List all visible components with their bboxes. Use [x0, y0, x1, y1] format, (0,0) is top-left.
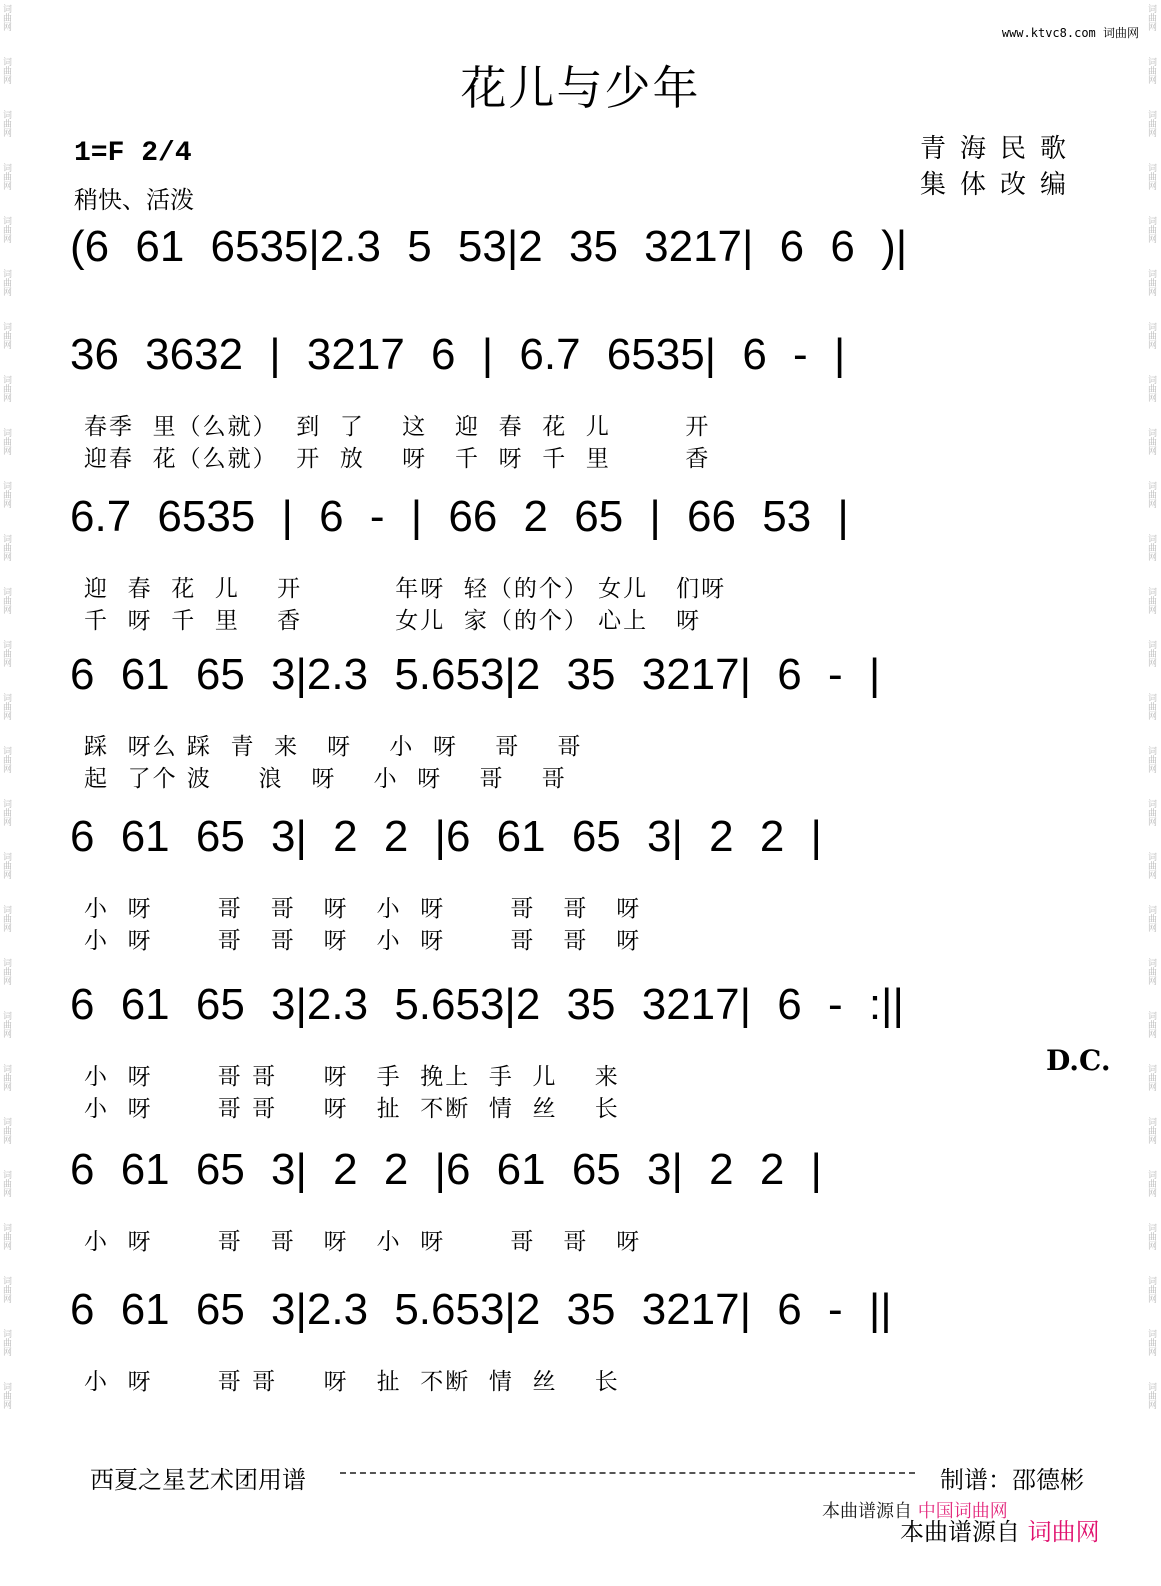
watermark-column-left	[0, 0, 16, 1586]
watermark-text: 词曲网	[1, 746, 11, 773]
source-site-link[interactable]: 词曲网	[1027, 1518, 1100, 1546]
footer-transcriber: 制谱：邵德彬	[940, 1466, 1084, 1494]
watermark-text: 词曲网	[1146, 269, 1156, 296]
watermark-text: 词曲网	[1146, 1170, 1156, 1197]
notation-line: 36 3632 | 3217 6 | 6.7 6535| 6 - |	[70, 330, 846, 379]
watermark-text: 词曲网	[1146, 1276, 1156, 1303]
song-title: 花儿与少年	[460, 61, 701, 115]
watermark-text: 词曲网	[1, 269, 11, 296]
source-ghost-prefix: 本曲谱源自	[822, 1501, 912, 1522]
watermark-text: 词曲网	[1, 4, 11, 31]
watermark-text: 词曲网	[1146, 852, 1156, 879]
watermark-text: 词曲网	[1146, 905, 1156, 932]
watermark-text: 词曲网	[1, 1170, 11, 1197]
watermark-text: 词曲网	[1, 57, 11, 84]
watermark-text: 词曲网	[1, 534, 11, 561]
footer-divider	[340, 1472, 915, 1474]
watermark-text: 词曲网	[1, 1382, 11, 1409]
watermark-text: 词曲网	[1146, 799, 1156, 826]
watermark-text: 词曲网	[1, 852, 11, 879]
source-note	[900, 1512, 1100, 1547]
notation-line: 6.7 6535 | 6 - | 66 2 65 | 66 53 |	[70, 492, 849, 541]
watermark-text: 词曲网	[1146, 1223, 1156, 1250]
watermark-text: 词曲网	[1146, 1064, 1156, 1091]
score-line	[70, 1145, 1110, 1255]
tempo-marking: 稍快、活泼	[74, 186, 194, 214]
lyric-verse-1: 春季 里（么就） 到 了 这 迎 春 花 儿 开	[84, 414, 711, 440]
watermark-text: 词曲网	[1, 1223, 11, 1250]
lyric-verse-1: 踩 呀么 踩 青 来 呀 小 呀 哥 哥	[84, 734, 583, 760]
score-line	[70, 650, 1110, 792]
watermark-text: 词曲网	[1, 428, 11, 455]
watermark-text: 词曲网	[1146, 375, 1156, 402]
watermark-text: 词曲网	[1146, 1117, 1156, 1144]
watermark-column-right	[1145, 0, 1161, 1586]
watermark-text: 词曲网	[1146, 481, 1156, 508]
lyric-verse-1: 小 呀 哥 哥 呀 小 呀 哥 哥 呀	[84, 896, 642, 922]
score-line	[70, 330, 1110, 472]
watermark-text: 词曲网	[1, 799, 11, 826]
watermark-text: 词曲网	[1146, 1329, 1156, 1356]
watermark-text: 词曲网	[1, 640, 11, 667]
notation-line: 6 61 65 3| 2 2 |6 61 65 3| 2 2 |	[70, 1145, 822, 1194]
footer-troupe: 西夏之星艺术团用谱	[90, 1466, 306, 1494]
watermark-text: 词曲网	[1146, 958, 1156, 985]
lyric-verse-1: 小 呀 哥 哥 呀 小 呀 哥 哥 呀	[84, 1229, 642, 1255]
lyric-verse-2: 小 呀 哥 哥 呀 小 呀 哥 哥 呀	[84, 928, 642, 954]
watermark-text: 词曲网	[1146, 746, 1156, 773]
origin-credit: 青海民歌	[920, 134, 1081, 164]
score-line	[70, 492, 1110, 634]
watermark-text: 词曲网	[1, 375, 11, 402]
source-prefix: 本曲谱源自	[900, 1518, 1020, 1546]
source-ghost-site[interactable]: 中国词曲网	[917, 1501, 1008, 1522]
notation-line: 6 61 65 3| 2 2 |6 61 65 3| 2 2 |	[70, 812, 822, 861]
watermark-text: 词曲网	[1, 163, 11, 190]
watermark-text: 词曲网	[1, 216, 11, 243]
notation-line: 6 61 65 3|2.3 5.653|2 35 3217| 6 - ||	[70, 1285, 892, 1334]
notation-line: 6 61 65 3|2.3 5.653|2 35 3217| 6 - :||	[70, 980, 904, 1029]
watermark-text: 词曲网	[1146, 163, 1156, 190]
arranger-credit: 集体改编	[920, 170, 1081, 200]
watermark-text: 词曲网	[1, 1117, 11, 1144]
watermark-text: 词曲网	[1146, 216, 1156, 243]
watermark-text: 词曲网	[1146, 322, 1156, 349]
watermark-text: 词曲网	[1, 1064, 11, 1091]
watermark-text: 词曲网	[1, 587, 11, 614]
lyric-verse-2: 起 了个 波 浪 呀 小 呀 哥 哥	[84, 766, 567, 792]
lyric-verse-1: 小 呀 哥 哥 呀 手 挽上 手 儿 来	[84, 1064, 620, 1090]
watermark-text: 词曲网	[1146, 110, 1156, 137]
watermark-text: 词曲网	[1146, 534, 1156, 561]
watermark-text: 词曲网	[1, 958, 11, 985]
lyric-verse-2: 迎春 花（么就） 开 放 呀 千 呀 千 里 香	[84, 446, 711, 472]
lyric-verse-2: 千 呀 千 里 香 女儿 家（的个） 心上 呀	[84, 608, 702, 634]
watermark-text: 词曲网	[1146, 428, 1156, 455]
watermark-text: 词曲网	[1, 1011, 11, 1038]
watermark-text: 词曲网	[1146, 57, 1156, 84]
watermark-text: 词曲网	[1, 110, 11, 137]
watermark-text: 词曲网	[1146, 4, 1156, 31]
watermark-text: 词曲网	[1, 905, 11, 932]
watermark-text: 词曲网	[1, 481, 11, 508]
watermark-text: 词曲网	[1146, 640, 1156, 667]
watermark-text: 词曲网	[1, 322, 11, 349]
dc-marking: D.C.	[1046, 1044, 1111, 1077]
site-url[interactable]: www.ktvc8.com 词曲网	[1001, 26, 1139, 40]
lyric-verse-1: 小 呀 哥 哥 呀 扯 不断 情 丝 长	[84, 1369, 620, 1395]
watermark-text: 词曲网	[1146, 1011, 1156, 1038]
notation-line: 6 61 65 3|2.3 5.653|2 35 3217| 6 - |	[70, 650, 881, 699]
watermark-text: 词曲网	[1, 1276, 11, 1303]
watermark-text: 词曲网	[1146, 693, 1156, 720]
notation-line: (6 61 6535|2.3 5 53|2 35 3217| 6 6 )|	[70, 222, 908, 271]
watermark-text: 词曲网	[1, 693, 11, 720]
score-line	[70, 222, 1110, 292]
score-line	[70, 1285, 1110, 1395]
watermark-text: 词曲网	[1146, 1382, 1156, 1409]
key-signature: 1=F 2/4	[74, 138, 192, 169]
lyric-verse-1: 迎 春 花 儿 开 年呀 轻（的个） 女儿 们呀	[84, 576, 727, 602]
watermark-text: 词曲网	[1, 1329, 11, 1356]
watermark-text: 词曲网	[1146, 587, 1156, 614]
lyric-verse-2: 小 呀 哥 哥 呀 扯 不断 情 丝 长	[84, 1096, 620, 1122]
score-line	[70, 812, 1110, 954]
